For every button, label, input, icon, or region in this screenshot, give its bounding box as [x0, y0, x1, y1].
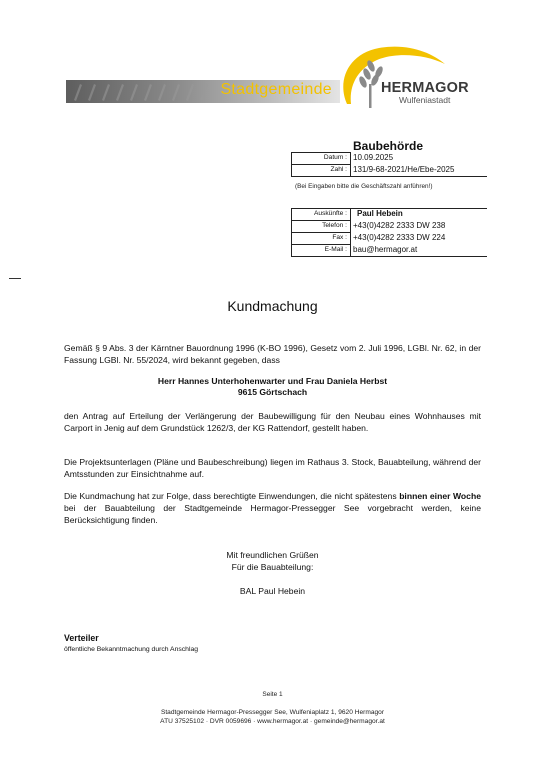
date-row: [291, 152, 487, 164]
intro-paragraph: Gemäß § 9 Abs. 3 der Kärntner Bauordnung 1996 (K-BO 1996), Gesetz vom 2. Juli 1996, LGBl. Nr. 62, in der Fassung LGBl. Nr. 55/2024, wird bekannt gegeben, dass: [64, 343, 481, 366]
fax-label: Fax :: [332, 234, 347, 241]
documents-paragraph: Die Projektsunterlagen (Pläne und Baubeschreibung) liegen im Rathaus 3. Stock, Bauabteilung, während der Amtsstunden zur Einsichtnahme auf.: [64, 457, 481, 480]
grid-line: [291, 152, 351, 153]
grid-line: [291, 164, 351, 165]
grid-line: [291, 232, 351, 233]
date-label: Datum :: [323, 154, 347, 161]
reference-number-row: [291, 164, 487, 176]
date-value: 10.09.2025: [353, 153, 394, 162]
grid-line: [350, 152, 351, 176]
reference-number-label: Zahl :: [330, 166, 347, 173]
footer-contacts: ATU 37525102 · DVR 0059696 · www.hermagor.at · gemeinde@hermagor.at: [160, 718, 385, 725]
department-line: Für die Bauabteilung:: [231, 562, 314, 572]
application-paragraph: den Antrag auf Erteilung der Verlängerung der Baubewilligung für den Neubau eines Wohnhauses mit Carport in Jenig auf dem Grundstück 1262/3, der KG Rattendorf, gestellt haben.: [64, 411, 481, 434]
fax-value: +43(0)4282 2333 DW 224: [353, 233, 446, 242]
grid-line: [291, 244, 351, 245]
header-banner: [66, 80, 340, 103]
grid-line: [291, 176, 487, 177]
signature: BAL Paul Hebein: [239, 586, 306, 596]
logo-name: HERMAGOR: [381, 80, 469, 96]
reference-number-value: 131/9-68-2021/He/Ebe-2025: [353, 165, 455, 174]
banner-text: Stadtgemeinde: [220, 81, 332, 98]
grid-line: [291, 208, 292, 256]
grid-line: [291, 208, 487, 209]
phone-row: [291, 220, 487, 232]
grid-line: [291, 220, 351, 221]
objection-text-a: Die Kundmachung hat zur Folge, dass berechtigte Einwendungen, die nicht spätestens: [64, 491, 400, 501]
authority-name: Baubehörde: [353, 139, 424, 153]
footer-address: Stadtgemeinde Hermagor-Pressegger See, Wulfeniaplatz 1, 9620 Hermagor: [160, 709, 385, 716]
email-row: [291, 244, 487, 256]
contact-person-label: Auskünfte :: [314, 210, 347, 217]
distribution-text: öffentliche Bekanntmachung durch Anschlag: [64, 646, 199, 653]
objection-paragraph: [64, 490, 481, 527]
grid-line: [350, 208, 351, 256]
phone-value: +43(0)4282 2333 DW 238: [353, 221, 446, 230]
applicant-names: Herr Hannes Unterhohenwarter und Frau Daniela Herbst: [157, 376, 388, 386]
page-number: Seite 1: [262, 691, 283, 698]
email-label: E-Mail :: [324, 246, 347, 253]
greeting: Mit freundlichen Grüßen: [226, 550, 319, 560]
logo-subtitle: Wulfeniastadt: [399, 95, 451, 105]
reference-note: (Bei Eingaben bitte die Geschäftszahl anführen!): [295, 183, 433, 190]
objection-text-b: bei der Bauabteilung der Stadtgemeinde Hermagor-Pressegger See vorgebracht werden, keine Berücksichtigung finden.: [64, 503, 481, 526]
grid-line: [291, 256, 487, 257]
grid-line: [291, 152, 292, 176]
contact-person-row: [291, 208, 487, 220]
phone-label: Telefon :: [322, 222, 347, 229]
deadline-text: binnen einer Woche: [399, 491, 481, 501]
fax-row: [291, 232, 487, 244]
fold-mark: [9, 278, 21, 279]
document-title: Kundmachung: [227, 298, 318, 314]
contact-person-value: Paul Hebein: [357, 209, 403, 218]
distribution-heading: Verteiler: [64, 633, 99, 643]
email-value[interactable]: bau@hermagor.at: [353, 245, 418, 254]
applicant-address: 9615 Görtschach: [237, 387, 308, 397]
